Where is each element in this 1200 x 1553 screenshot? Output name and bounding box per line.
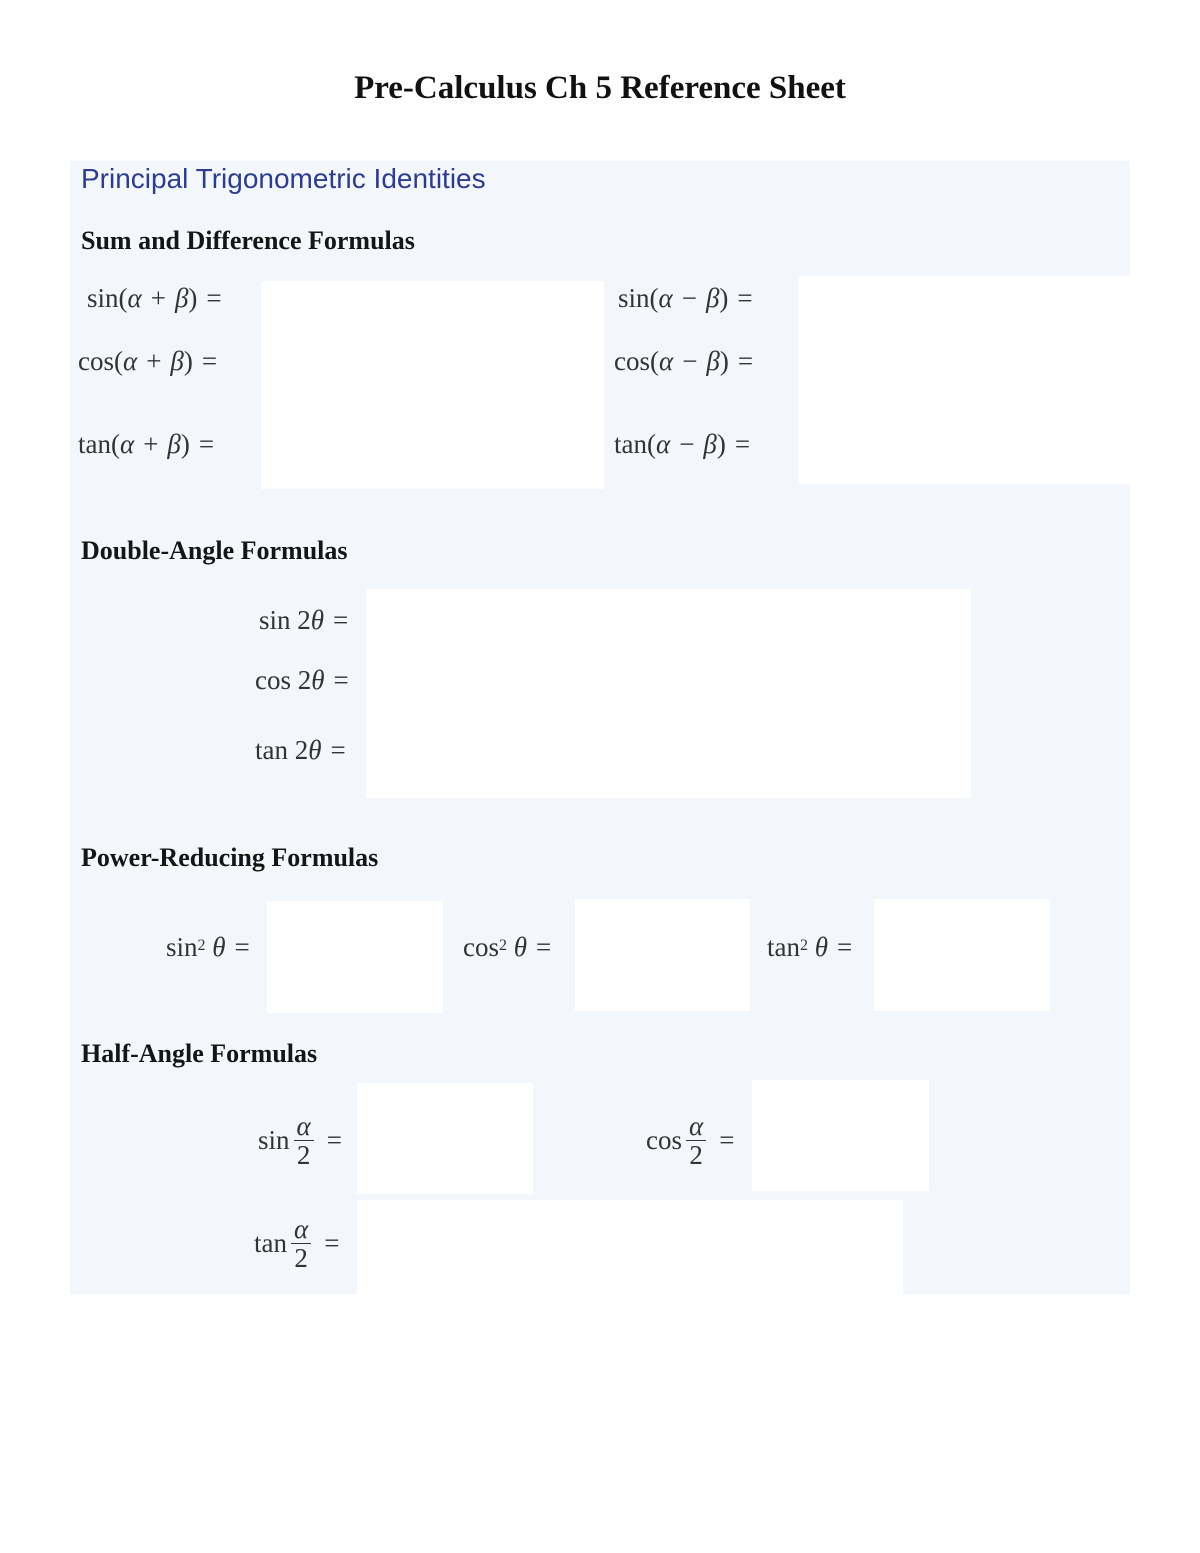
- cos-squared-formula: cos $^2$ θ =: [463, 932, 552, 962]
- page-title: Pre-Calculus Ch 5 Reference Sheet: [354, 70, 846, 106]
- sin-double-formula: sin 2 θ =: [259, 605, 349, 635]
- cos-difference-formula: cos ( α − β ) =: [614, 346, 754, 376]
- double-angle-heading: Double-Angle Formulas: [81, 536, 348, 565]
- tan-half-answer-box[interactable]: [357, 1200, 903, 1294]
- sin-difference-formula: sin ( α − β ) =: [618, 283, 753, 313]
- double-angle-answer-box[interactable]: [366, 589, 971, 798]
- sin-sum-formula: sin ( α + β ) =: [87, 283, 222, 313]
- tan-difference-formula: tan ( α − β ) =: [614, 429, 751, 459]
- cos-double-formula: cos 2 θ =: [255, 665, 349, 695]
- tan-squared-formula: tan $^2$ θ =: [767, 932, 853, 962]
- tan-double-formula: tan 2 θ =: [255, 735, 346, 765]
- power-reducing-heading: Power-Reducing Formulas: [81, 843, 379, 872]
- panel-title: Principal Trigonometric Identities: [81, 163, 486, 194]
- sin-squared-answer-box[interactable]: [267, 901, 443, 1013]
- tan-half-formula: tan $\frac{\alpha}{2}$ =: [254, 1214, 340, 1274]
- cos-sum-formula: cos ( α + β ) =: [78, 346, 218, 376]
- cos-half-formula: cos $\frac{\alpha}{2}$ =: [646, 1111, 735, 1171]
- sum-difference-heading: Sum and Difference Formulas: [81, 226, 415, 255]
- sin-squared-formula: sin $^2$ θ =: [166, 932, 250, 962]
- tan-sum-formula: tan ( α + β ) =: [78, 429, 215, 459]
- cos-squared-answer-box[interactable]: [575, 899, 750, 1011]
- cos-half-answer-box[interactable]: [752, 1080, 929, 1191]
- half-angle-heading: Half-Angle Formulas: [81, 1039, 318, 1068]
- sum-answer-box[interactable]: [261, 281, 604, 489]
- sin-half-formula: sin $\frac{\alpha}{2}$ =: [258, 1111, 342, 1171]
- difference-answer-box[interactable]: [798, 276, 1130, 484]
- sin-half-answer-box[interactable]: [357, 1083, 533, 1194]
- tan-squared-answer-box[interactable]: [874, 899, 1050, 1011]
